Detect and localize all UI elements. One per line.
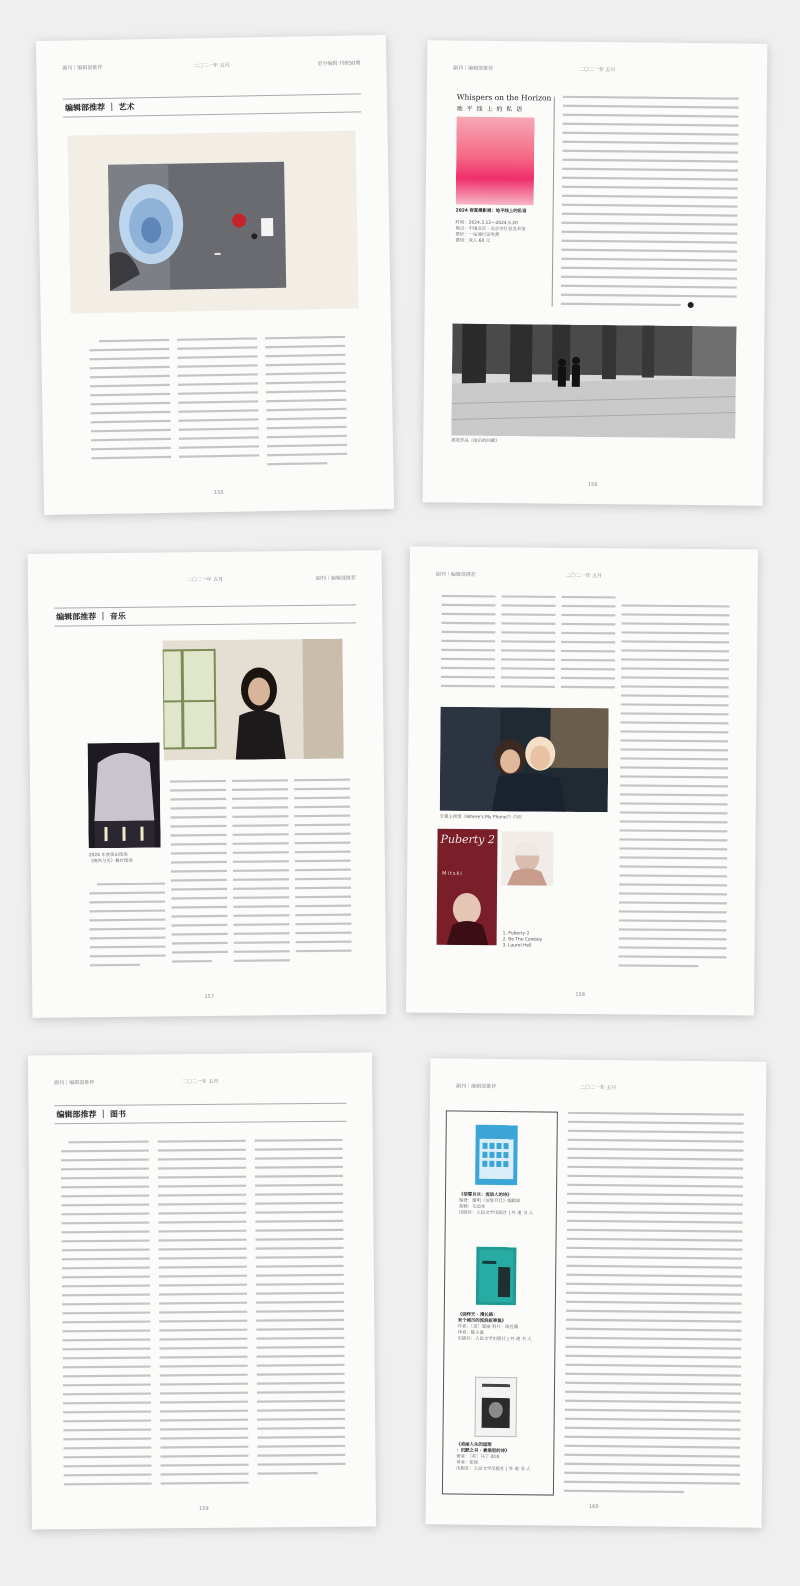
- album-cover: [437, 829, 498, 946]
- magazine-page-exhibition: [423, 40, 768, 506]
- poster-info: [455, 221, 565, 246]
- album-title: Puberty 2: [440, 832, 495, 847]
- page-header-left: 副刊｜编辑部推荐: [456, 1083, 497, 1090]
- book-subtitle: 来个城市的流浪叙事集》: [457, 1318, 507, 1324]
- page-header-right: 星空编辑·刊第50期: [317, 60, 361, 68]
- book-meta: 译者：陈小溪: [457, 1330, 484, 1336]
- section-title: 编辑部推荐 ｜ 音乐: [54, 604, 356, 626]
- track-item: 2. Be The Cowboy: [502, 937, 543, 943]
- horizon-poster: [456, 117, 535, 206]
- stage-caption: 2024 年度演出现场 《晚风与光》舞台现场: [88, 852, 133, 865]
- book-info-2: [457, 1313, 553, 1344]
- article-text: [89, 336, 351, 481]
- photo-caption: 专辑主视觉《Where's My Phone?》内页: [439, 814, 523, 821]
- poster-info-line: 时间：2024.3.12—2024.5.20: [455, 220, 518, 227]
- book-info-3: [456, 1443, 552, 1474]
- page-header-center: 二〇二一年 五月: [579, 1084, 617, 1092]
- magazine-page-album: [406, 546, 758, 1015]
- book-meta: 出版社：人民文学出版社 | 外 道 书 人: [456, 1466, 531, 1473]
- page-number: 157: [204, 993, 215, 1001]
- book-meta: 译者：张悦: [456, 1460, 479, 1466]
- article-text: [564, 1112, 744, 1500]
- exhibition-title-cn: 地 平 线 上 的 私 语: [456, 105, 524, 114]
- poster-caption: 2024 春夏摄影展：地平线上的私语: [455, 208, 527, 215]
- poster-info-line: 地点：中国北京 · 北京市红星美术馆: [455, 226, 526, 233]
- article-text: [561, 96, 739, 313]
- page-header-center: 二〇二一年 五月: [565, 572, 603, 580]
- page-number: 159: [199, 1505, 209, 1513]
- magazine-page-music: [28, 550, 387, 1018]
- artist-portrait: [501, 831, 553, 885]
- book-cover-3: [474, 1377, 517, 1437]
- section-title: 编辑部推荐 ｜ 图书: [54, 1103, 346, 1125]
- book-subtitle: ：沉默之书 · 素描里的诗》: [456, 1448, 510, 1455]
- book-meta: 编著：谢明《信誓旦旦》编辑部: [458, 1198, 521, 1205]
- magazine-page-books-list: [426, 1058, 767, 1527]
- page-header-left: 副刊｜编辑部推荐: [62, 64, 103, 72]
- track-item: 1. Puberty 2: [502, 931, 530, 937]
- column-divider: [552, 97, 555, 307]
- singer-portrait-photo: [162, 639, 343, 761]
- page-header-center: 二〇二一年 五月: [578, 66, 616, 74]
- book-title: 《美丽人生的道理: [456, 1442, 492, 1448]
- article-text: [61, 1139, 346, 1499]
- book-meta: 出版社：人民文学出版社 | 外 道 书 人: [457, 1336, 532, 1343]
- article-text: [170, 779, 352, 971]
- album-artist: Mitski: [442, 870, 463, 877]
- book-title: 《别样天 · 漫长路：: [457, 1312, 498, 1318]
- page-number: 158: [575, 991, 585, 999]
- book-info-1: [459, 1193, 555, 1218]
- page-number: 156: [587, 481, 598, 489]
- stage-performance-photo: [88, 742, 161, 848]
- book-cover-2: [476, 1247, 517, 1305]
- page-header-center: 二〇二一年 五月: [181, 1078, 219, 1086]
- article-text-top: [441, 595, 618, 697]
- page-number: 160: [588, 1503, 599, 1511]
- page-number: 155: [213, 489, 224, 497]
- page-header-left: 副刊｜编辑部推荐: [435, 571, 476, 579]
- album-scene-photo: [440, 707, 609, 812]
- page-header-center: 二〇二一年 五月: [186, 576, 224, 584]
- still-life-photo: [68, 131, 359, 314]
- page-header-right: 副刊｜编辑部推荐: [315, 575, 356, 582]
- section-title: 编辑部推荐 ｜ 艺术: [63, 93, 361, 117]
- photo-caption: 展览作品《雨后的回廊》: [451, 438, 500, 445]
- poster-info-line: 费用：成人 60 元: [455, 238, 491, 244]
- page-header-left: 副刊｜编辑部推荐: [453, 65, 494, 72]
- poster-info-line: 票价：一站通行证免费: [455, 232, 500, 238]
- page-header-center: 二〇二一年 五月: [193, 62, 230, 70]
- article-text-right: [618, 604, 729, 977]
- book-title: 《信誓旦旦：流浪人的诗》: [458, 1192, 512, 1199]
- book-meta: 作者：［美］爱丽·科什 · 周若薇: [457, 1324, 519, 1331]
- book-meta: 著者：［英］马丁·雷诺: [456, 1454, 500, 1460]
- track-item: 3. Laurel Hell: [502, 943, 532, 949]
- article-text-intro: [89, 882, 166, 973]
- corridor-photo: [451, 324, 736, 439]
- tracklist: [503, 931, 543, 949]
- magazine-page-art: [36, 35, 394, 515]
- page-header-left: 副刊｜编辑部推荐: [54, 1079, 95, 1087]
- book-meta: 出版社：人民文学出版社 | 外 道 书 人: [458, 1210, 534, 1217]
- exhibition-title-en: Whispers on the Horizon: [456, 92, 552, 103]
- magazine-page-books-text: [28, 1053, 376, 1530]
- book-cover-1: [475, 1125, 518, 1185]
- book-meta: 装帧：毛边本: [458, 1204, 486, 1210]
